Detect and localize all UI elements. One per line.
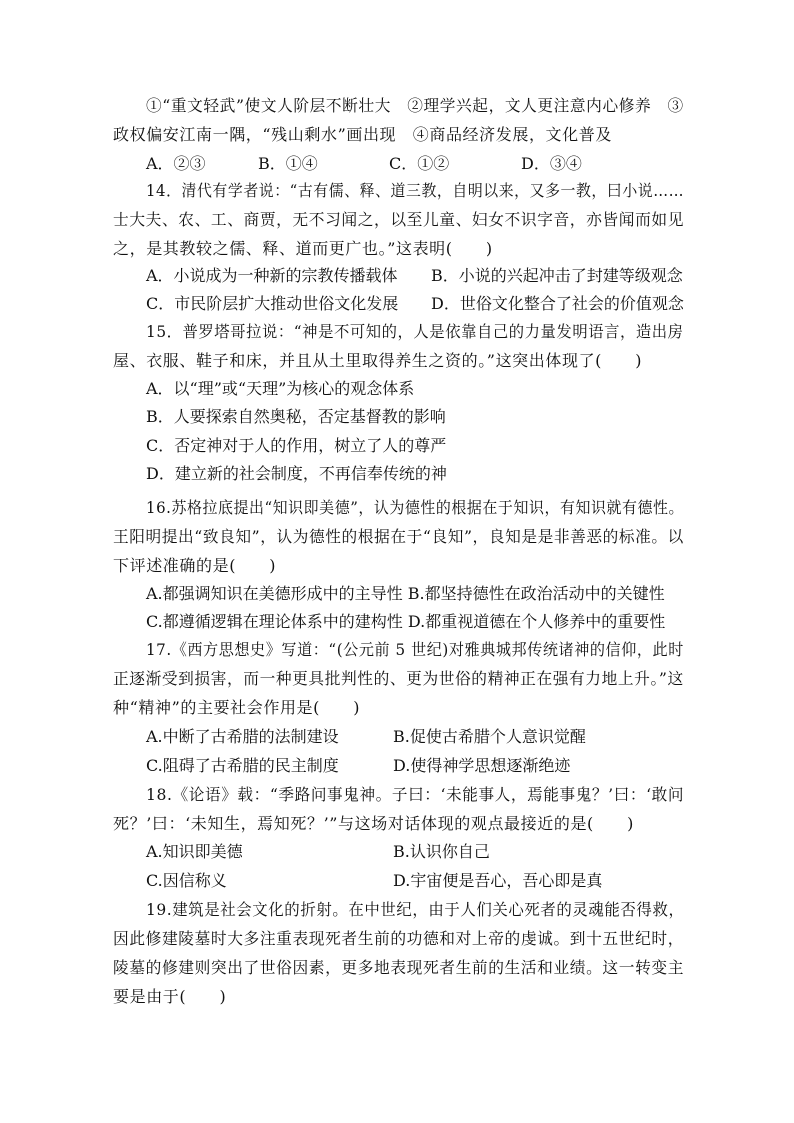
q17-line-3: 种“精神”的主要社会作用是( ) — [113, 698, 361, 717]
q17-option-c: C.阻碍了古希腊的民主制度 — [146, 756, 339, 775]
q14-line-2: 士大夫、农、工、商贾，无不习闻之，以至儿童、妇女不识字音，亦皆闻而如见 — [113, 210, 685, 229]
q17-option-d: D.使得神学思想逐渐绝迹 — [393, 756, 571, 775]
q16-line-1: 16.苏格拉底提出“知识即美德”，认为德性的根据在于知识，有知识就有德性。 — [146, 498, 684, 517]
q13-option-d: D．③④ — [521, 154, 582, 173]
q13-line-2: 政权偏安江南一隅，“残山剩水”画出现 ④商品经济发展，文化普及 — [113, 125, 612, 144]
q18-option-c: C.因信称义 — [146, 871, 227, 890]
q19-line-4: 要是由于( ) — [113, 987, 227, 1006]
q17-option-a: A.中断了古希腊的法制建设 — [146, 727, 339, 746]
q18-line-2: 死？’曰：‘未知生，焉知死？’”与这场对话体现的观点最接近的是( ) — [113, 814, 634, 833]
q15-line-2: 屋、衣服、鞋子和床，并且从土里取得养生之资的。”这突出体现了( ) — [113, 351, 643, 370]
q14-option-c: C．市民阶层扩大推动世俗文化发展 — [146, 294, 399, 313]
q15-option-c: C．否定神对于人的作用，树立了人的尊严 — [146, 436, 447, 455]
q18-option-d: D.宇宙便是吾心，吾心即是真 — [393, 871, 603, 890]
q16-line-2: 王阳明提出“致良知”，认为德性的根据在于“良知”，良知是是非善恶的标准。以 — [113, 527, 684, 546]
q13-option-a: A．②③ — [146, 154, 206, 173]
q13-option-c: C．①② — [389, 154, 450, 173]
q15-option-d: D．建立新的社会制度，不再信奉传统的神 — [146, 464, 447, 483]
q14-option-b: B．小说的兴起冲击了封建等级观念 — [431, 266, 683, 285]
q16-option-cd: C.都遵循逻辑在理论体系中的建构性 D.都重视道德在个人修养中的重要性 — [146, 612, 666, 631]
q15-line-1: 15．普罗塔哥拉说：“神是不可知的，人是依靠自己的力量发明语言，造出房 — [146, 322, 684, 341]
q14-line-1: 14．清代有学者说：“古有儒、释、道三教，自明以来，又多一教，曰小说…… — [146, 181, 685, 200]
q19-line-3: 陵墓的修建则突出了世俗因素，更多地表现死者生前的生活和业绩。这一转变主 — [113, 958, 685, 977]
q14-line-3: 之，是其教较之儒、释、道而更广也。”这表明( ) — [113, 239, 493, 258]
q15-option-a: A．以“理”或“天理”为核心的观念体系 — [146, 379, 415, 398]
q18-option-b: B.认识你自己 — [393, 842, 490, 861]
q16-line-3: 下评述准确的是( ) — [113, 556, 277, 575]
q13-option-b: B．①④ — [258, 154, 318, 173]
q17-line-2: 正逐渐受到损害，而一种更具批判性的、更为世俗的精神正在强有力地上升。”这 — [113, 669, 684, 688]
q19-line-2: 因此修建陵墓时大多注重表现死者生前的功德和对上帝的虔诚。到十五世纪时， — [113, 929, 685, 948]
q18-line-1: 18.《论语》载：“季路问事鬼神。子曰：‘未能事人，焉能事鬼？’曰：‘敢问 — [146, 785, 685, 804]
q18-option-a: A.知识即美德 — [146, 842, 243, 861]
q14-option-a: A．小说成为一种新的宗教传播载体 — [146, 266, 398, 285]
q13-line-1: ①“重文轻武”使文人阶层不断壮大 ②理学兴起，文人更注意内心修养 ③ — [146, 96, 684, 115]
q15-option-b: B．人要探索自然奥秘，否定基督教的影响 — [146, 407, 446, 426]
q16-option-ab: A.都强调知识在美德形成中的主导性 B.都坚持德性在政治活动中的关键性 — [146, 584, 665, 603]
q14-option-d: D．世俗文化整合了社会的价值观念 — [431, 294, 684, 313]
q17-line-1: 17.《西方思想史》写道：“(公元前 5 世纪)对雅典城邦传统诸神的信仰，此时 — [146, 640, 684, 659]
q17-option-b: B.促使古希腊个人意识觉醒 — [393, 727, 586, 746]
q19-line-1: 19.建筑是社会文化的折射。在中世纪，由于人们关心死者的灵魂能否得救， — [146, 900, 685, 919]
